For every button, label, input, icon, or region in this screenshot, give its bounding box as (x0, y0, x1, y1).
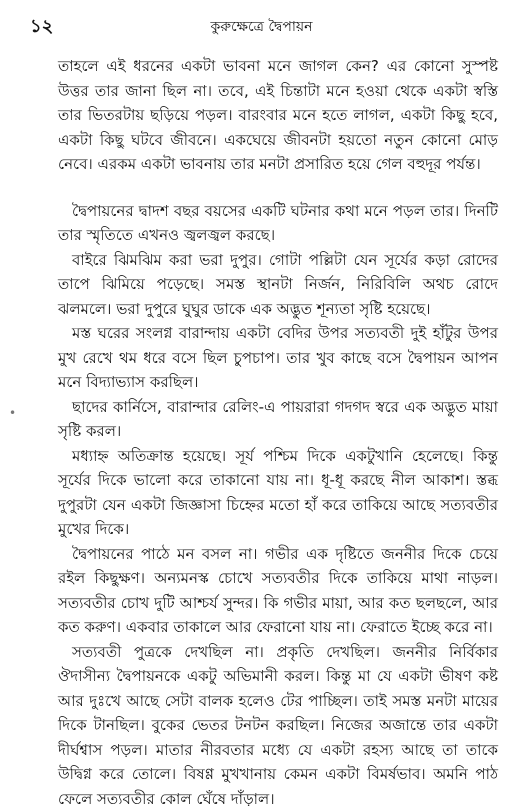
margin-mark: • (9, 406, 16, 420)
paragraph: দ্বৈপায়নের পাঠে মন বসল না। গভীর এক দৃষ্টিতে জননীর দিকে চেয়ে রইল কিছুক্ষণ। অন্যমনস্ক চোখে সত্যবতীর দিকে তাকিয়ে মাথা নাড়ল। সত্যবতীর চোখ দুটি আশ্চর্য সুন্দর। কি গভীর মায়া, আর কত ছলছলে, আর কত করুণ। একবার তাকালে আর ফেরানো যায় না। ফেরাতে ইচ্ছে করে না। (58, 542, 498, 640)
page-header (20, 14, 503, 40)
paragraph: দ্বৈপায়নের দ্বাদশ বছর বয়সের একটি ঘটনার কথা মনে পড়ল তার। দিনটি তার স্মৃতিতে এখনও জ্বলজ্বল করছে। (58, 199, 498, 248)
paragraph: বাইরে ঝিমঝিম করা ভরা দুপুর। গোটা পল্লিটা যেন সূর্যের কড়া রোদের তাপে ঝিমিয়ে পড়েছে। সমস্ত স্থানটা নির্জন, নিরিবিলি অথচ রোদে ঝলমলে। ভরা দুপুরে ঘুঘুর ডাকে এক অদ্ভুত শূন্যতা সৃষ্টি হয়েছে। (58, 248, 498, 322)
running-title: কুরুক্ষেত্রে দ্বৈপায়ন (20, 16, 503, 38)
paragraph: মস্ত ঘরের সংলগ্ন বারান্দায় একটা বেদির উপর সত্যবতী দুই হাঁটুর উপর মুখ রেখে থম ধরে বসে ছিল চুপচাপ। তার খুব কাছে বসে দ্বৈপায়ন আপন মনে বিদ্যাভ্যাস করছিল। (58, 321, 498, 395)
paragraph: সত্যবতী পুত্রকে দেখছিল না। প্রকৃতি দেখছিল। জননীর নির্বিকার ঔদাসীন্য দ্বৈপায়নকে একটু অভিমানী করল। কিন্তু মা যে একটা ভীষণ কষ্ট আর দুঃখে আছে সেটা বালক হলেও টের পাচ্ছিল। তাই সমস্ত মনটা মায়ের দিকে টানছিল। বুকের ভেতর টনটন করছিল। নিজের অজান্তে তার একটা দীর্ঘশ্বাস পড়ল। মাতার নীরবতার মধ্যে যে একটা রহস্য আছে তা তাকে উদ্বিগ্ন করে তোলে। বিষণ্ণ মুখখানায় কেমন একটা বিমর্ষভাব। অমনি পাঠ ফেলে সত্যবতীর কোল ঘেঁষে দাঁড়াল। (58, 640, 498, 811)
paragraph: ছাদের কার্নিসে, বারান্দার রেলিং-এ পায়রারা গদগদ স্বরে এক অদ্ভুত মায়া সৃষ্টি করল। (58, 395, 498, 444)
page-number: ১২ (30, 14, 53, 40)
paragraph: মধ্যাহ্ন অতিক্রান্ত হয়েছে। সূর্য পশ্চিম দিকে একটুখানি হেলেছে। কিন্তু সূর্যের দিকে ভালো করে তাকানো যায় না। ধূ-ধূ করছে নীল আকাশ। স্তব্ধ দুপুরটা যেন একটা জিজ্ঞাসা চিহ্নের মতো হাঁ করে তাকিয়ে আছে সত্যবতীর মুখের দিকে। (58, 444, 498, 542)
paragraph: তাহলে এই ধরনের একটা ভাবনা মনে জাগল কেন? এর কোনো সুস্পষ্ট উত্তর তার জানা ছিল না। তবে, এই চিন্তাটা মনে হওয়া থেকে একটা স্বস্তি তার ভিতরটায় ছড়িয়ে পড়ল। বারংবার মনে হতে লাগল, একটা কিছু হবে, একটা কিছু ঘটবে জীবনে। একঘেয়ে জীবনটা হয়তো নতুন কোনো মোড় নেবে। এরকম একটা ভাবনায় তার মনটা প্রসারিত হয়ে গেল বহুদূর পর্যন্ত। (58, 54, 498, 177)
body-text (58, 54, 498, 811)
